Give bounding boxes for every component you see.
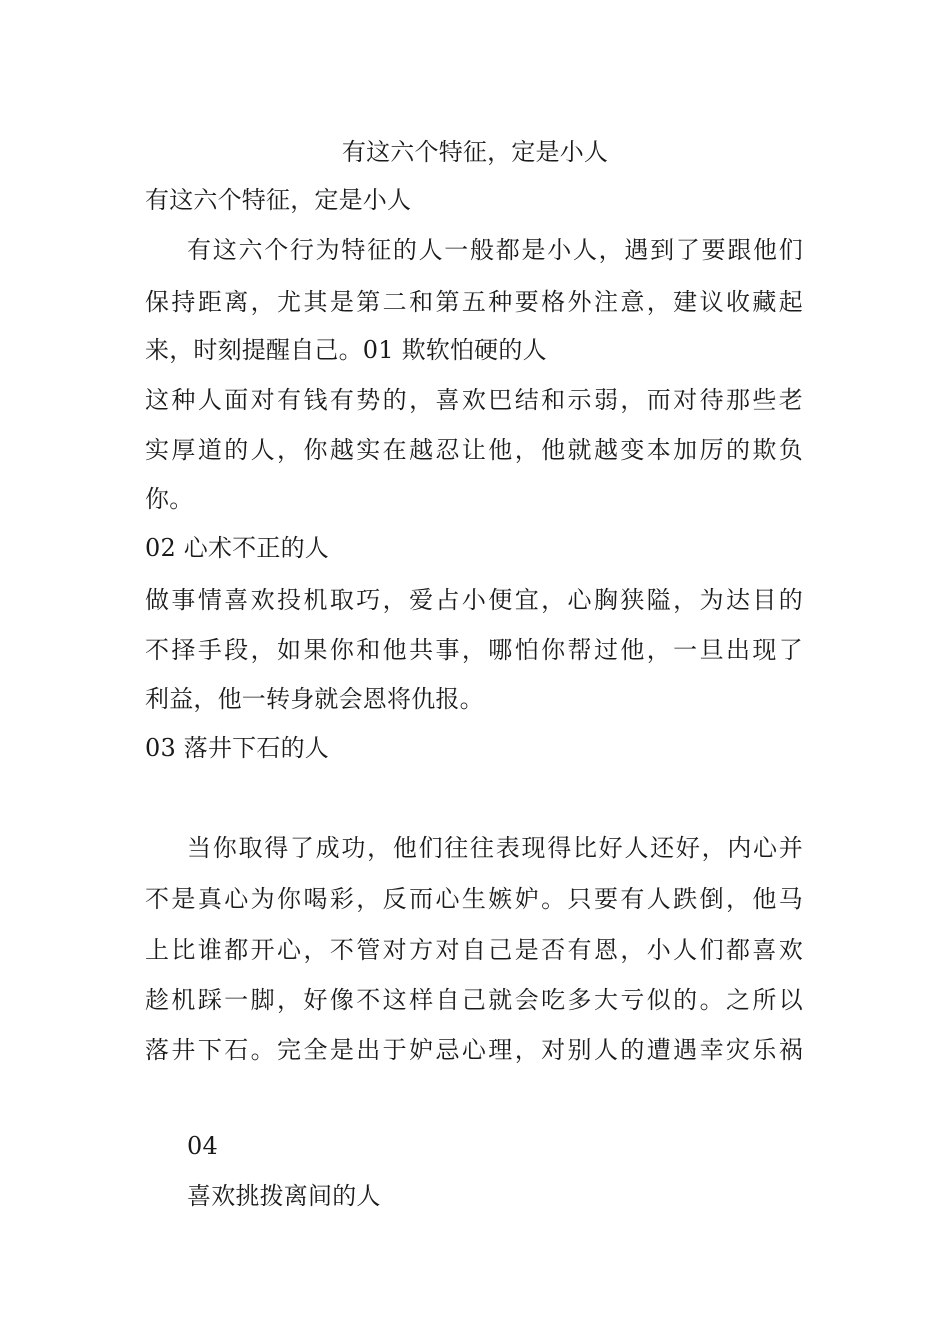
intro-line-3: 来，时刻提醒自己。01 欺软怕硬的人 xyxy=(145,336,547,364)
heading-04-text: 喜欢挑拨离间的人 xyxy=(187,1182,381,1210)
heading-02: 02 心术不正的人 xyxy=(145,534,329,562)
section3-line-4: 趁机踩一脚，好像不这样自己就会吃多大亏似的。之所以 xyxy=(145,986,803,1014)
intro-line-2: 保持距离，尤其是第二和第五种要格外注意，建议收藏起 xyxy=(145,288,803,316)
section3-line-5: 落井下石。完全是出于妒忌心理，对别人的遭遇幸灾乐祸 xyxy=(145,1036,803,1064)
document-title: 有这六个特征，定是小人 xyxy=(341,138,609,166)
heading-04-number: 04 xyxy=(187,1132,218,1160)
section3-line-1: 当你取得了成功，他们往往表现得比好人还好，内心并 xyxy=(187,834,803,862)
document-subtitle: 有这六个特征，定是小人 xyxy=(145,186,412,214)
section2-line-3: 利益，他一转身就会恩将仇报。 xyxy=(145,685,484,713)
section2-line-2: 不择手段，如果你和他共事，哪怕你帮过他，一旦出现了 xyxy=(145,636,803,664)
section1-line-2: 实厚道的人，你越实在越忍让他，他就越变本加厉的欺负 xyxy=(145,436,803,464)
heading-03: 03 落井下石的人 xyxy=(145,734,329,762)
section1-line-1: 这种人面对有钱有势的，喜欢巴结和示弱，而对待那些老 xyxy=(145,386,803,414)
section2-line-1: 做事情喜欢投机取巧，爱占小便宜，心胸狭隘，为达目的 xyxy=(145,586,803,614)
intro-line-1: 有这六个行为特征的人一般都是小人，遇到了要跟他们 xyxy=(187,236,803,264)
section3-line-2: 不是真心为你喝彩，反而心生嫉妒。只要有人跌倒，他马 xyxy=(145,885,803,913)
section3-line-3: 上比谁都开心，不管对方对自己是否有恩，小人们都喜欢 xyxy=(145,936,803,964)
section1-line-3: 你。 xyxy=(145,485,194,513)
